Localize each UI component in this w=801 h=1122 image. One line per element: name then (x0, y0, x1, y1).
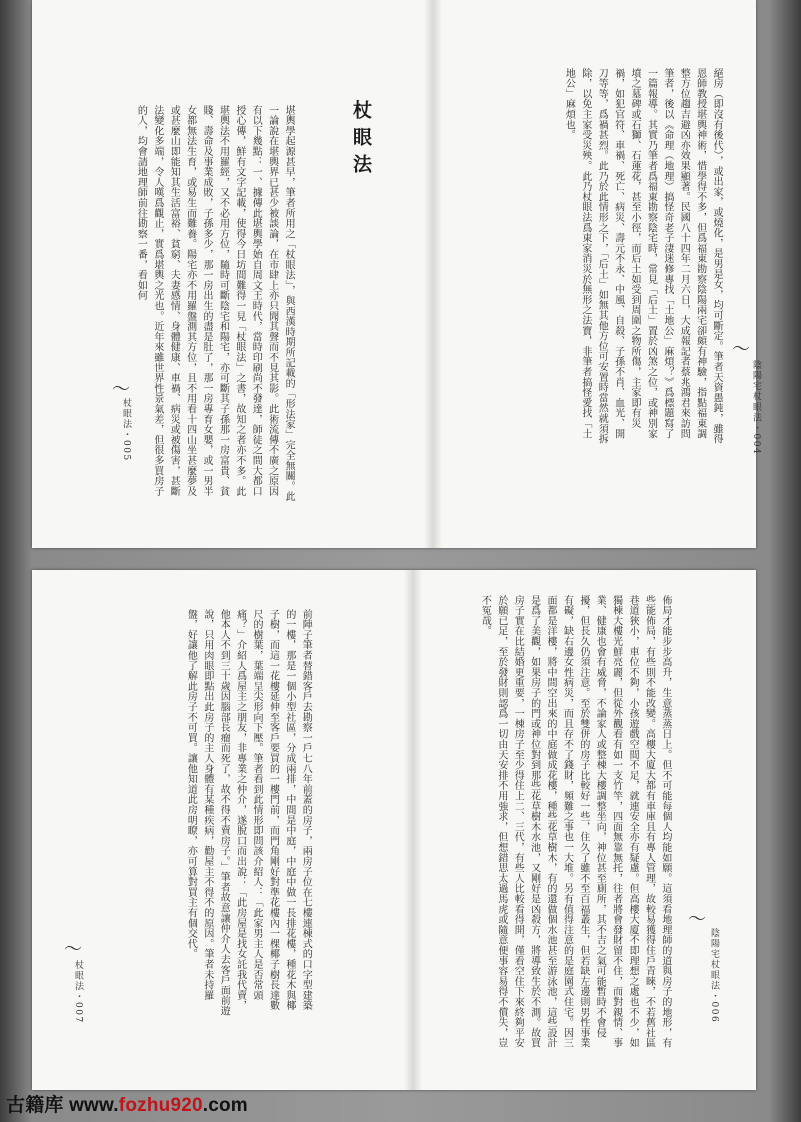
bird-ornament-icon: 〜 (112, 379, 130, 400)
bird-ornament-icon: 〜 (732, 339, 750, 360)
book-spine (424, 0, 442, 548)
site-watermark (6, 1090, 248, 1117)
page-007-body: 前陣子筆者替錯客戶去勘察一戶七八年前蓋的房子，兩房子位在七樓連棟式的口字型建築的一樓，那是一個小型社區，分成兩排，中間是中庭，中庭中做一長排花樓，種花木與椰子樹，而這一花樓延伸至客戶要買的一樓門前，而門角剛好對準花樓內一棵椰子樹長達數尺的樹葉，葉端呈尖形向下壓。筆者看到此情形即問該介紹人：「此家男主人是否常頭痛？」介紹人爲屋主之朋友，非專業之仲介，遂脫口而出說：「此房屋是找女託我代賣，他本人不到三十歲因腦部長瘤而死了，故不得不賣房子。」筆者故意讓仲介人去客戶面前遊說，只用肉眼即點出此房子的主人身體有某種疾病，勸屋主不得不的原因。筆者未持羅盤，好讓他了解此房子不可買。讓他知道此房明瞭，亦可算對買主有個交代。 (185, 609, 312, 1016)
watermark-prefix: 古籍库 www. (6, 1095, 119, 1116)
watermark-domain: fozhu920 (118, 1095, 203, 1116)
page-004-body: 絕房（即沒有後代），或出家，或燒化，是男是女，均可斷定。筆者天資愚鈍，雖得恩師教授堪輿神術，惜學得不多，但爲福東勘察陰陽兩宅卻頗有神驗，指點福東調整方位趨吉避凶亦效果顯著。民國八十四年二月六日，大成報記者蔡兆鴻君來訪問筆者，後以《命理（地理）搞怪奇老子淒迷修專找「土地公」麻煩？》爲標題寫了一篇報導。其實乃筆者爲福東勘察陰宅時，常見「后土」置於凶煞之位，或神別家墳之墓碑或石獅、石蓮花，甚至小徑，而后土如受到周圍之物所傷，主家即有災禍，如犯官符、車禍、死亡、病災、壽元不永、中風、自殺、子孫不肖、血光、開刀等等，爲禍甚烈。此乃於此情形之下，「后土」如無其他方位可安置時當然就須拆除，以免主家受災殃。此乃杖眼法爲東家消災於無形之法寶，非筆者搞怪愛找「土地公」麻煩也。 (563, 68, 723, 445)
running-head-page-006: 陰陽宅杖眼法・006 (709, 928, 719, 1024)
running-head-page-007: 杖眼法・007 (73, 960, 83, 1024)
watermark-suffix: .com (202, 1095, 248, 1116)
bird-ornament-icon: 〜 (688, 909, 706, 930)
running-head-page-004: 陰陽宅杖眼法・004 (751, 360, 761, 456)
book-spine (404, 570, 422, 1090)
chapter-title: 杖眼法 (350, 100, 372, 181)
bird-ornament-icon: 〜 (64, 939, 82, 960)
page-006-body: 佈局才能步步高升，生意蒸蒸日上。但不可能每個人均能如願。這須看地理師的道與房子的地形，有些能佈局，有些則不能改變。高樓大廈大都有車庫且有專人管理，故較易獲得住戶青睞，不若舊社區巷道狹小，車位不夠，小孩遊戲空間不足，就連安全亦有疑慮。但高樓大廈不即理想之處也不少，如獨棟大樓光鮮亮麗，但從外觀看有如一支竹竿，四面無靠無托，往者將會發財留不住，而對親情、事業、健康也會有威脅，不論家人或整棟大樓調整坐向，神位甚至廁所，其不吉之氣可能暫時不會侵擾，但長久仍須注意。至於雙併的房子比較好一些，住久了雖不至百福叢生，但若缺左邊則男性事業有礙，缺右邊女性病災，而且存不了錢財，頻難之事也一大堆。另有值得注意的是庭園式住宅。因三面都是洋樓，將中間空出來的中庭做成花樓，種些花草樹木，有的還做個水池甚至游泳池，這些設計是爲了美觀，如果房子的門或神位對到那些花草樹木水池，又剛好是凶殺方，將導致生於不測。故買房子實在比結婚更重要，一棟房子至少得住上二、三代，有些人比較看得開，僅看空住下來終夠平安於願已足，至於發財則認爲一切由天安排不用強求，但想錯思太過馬虎或隨意便事容易得不償失，豈不冤哉。 (479, 595, 671, 1049)
top-spread (32, 0, 761, 548)
page-005-body: 堪輿學起源甚早，筆者所用之「杖眼法」，與西漢時期所記載的「形法家」完全無關。此一論說在堪輿界已甚少被談論，在市肆上亦只聞其聲而不見其影。此術流傳不廣之原因有以下幾點：一、據傳此堪輿學始自周文王時代，當時印刷尚不發達，師徒之間大都口授心傳，鮮有文字記載，使得今日坊間難得一見「杖眼法」之書，故知之者亦不多。此堪輿法不用羅經，又不必用方位，隨時可斷陰宅和陽宅，亦可斷其子孫那一房富貴、貧賤、壽命及事業成敗，子孫多少，那一房出生的盡是肚了，那一房專育女嬰，或一男半女都無法生育，或易生而難養。陽宅亦不用羅盤測其方位，且不用看十四山坐甚麼夢及或甚麼山即能知其生活富裕、貧窮、夫妻感情、身體健康、車禍、病災或被傷害，甚斷法變化多端，令人嘆爲觀止，實爲堪輿之光也。近年來雖世界性景氣差，但很多買房子的人，均會請地理師前往勘察一番，看如何 (135, 105, 295, 502)
running-head-page-005: 杖眼法・005 (121, 398, 131, 462)
